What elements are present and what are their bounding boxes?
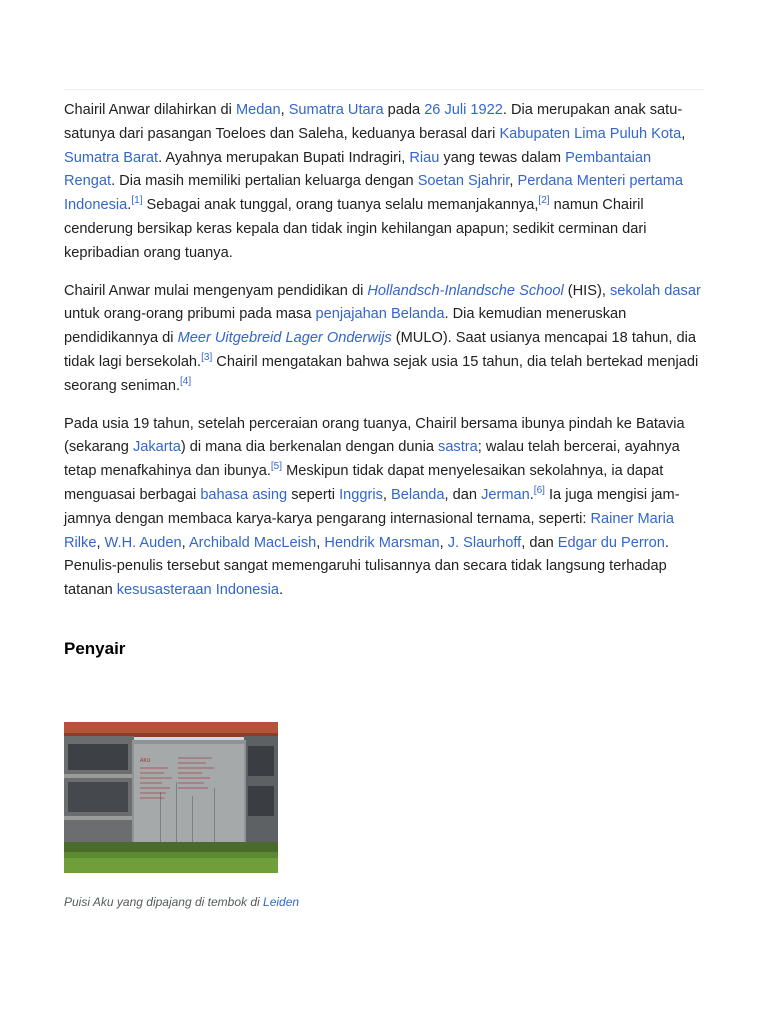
link-kabupaten-lima-puluh-kota[interactable]: Kabupaten Lima Puluh Kota [499, 125, 682, 142]
link-slauerhoff[interactable]: J. Slaurhoff [447, 534, 522, 551]
figure-image-wall-poem[interactable] [64, 722, 278, 873]
text: . [529, 486, 534, 503]
link-leiden[interactable]: Leiden [263, 895, 300, 909]
section-heading-penyair: Penyair [64, 639, 126, 658]
text: , [681, 125, 686, 142]
text: , [280, 102, 289, 118]
link-his[interactable] [367, 283, 563, 299]
link-sumatra-utara[interactable]: Sumatra Utara [288, 102, 384, 118]
text: , dan [444, 486, 482, 503]
wall-poem-photo [64, 722, 278, 873]
text: . [279, 582, 284, 599]
text: namun Chairil cenderung bersikap keras kepala dan tidak ingin kehilangan apapun; sedikit cerminan dari kepribadian orang tuanya. [64, 197, 647, 261]
text: . Dia merupakan anak satu-satunya dari pasangan Toeloes dan Saleha, keduanya berasal dari [64, 102, 683, 142]
text: . Dia masih memiliki pertalian keluarga dengan [111, 173, 418, 190]
link-riau[interactable]: Riau [409, 149, 440, 166]
paragraph-batavia [64, 413, 704, 603]
text: seperti [287, 486, 340, 503]
text: , [96, 534, 105, 551]
reference-link-2[interactable]: [2] [538, 195, 550, 207]
reference-link-1[interactable]: [1] [131, 195, 143, 207]
link-sastra[interactable]: sastra [438, 439, 478, 456]
link-text: Meer Uitgebreid Lager Onderwijs [177, 330, 392, 347]
text: , [316, 534, 325, 551]
link-marsman[interactable]: Hendrik Marsman [324, 534, 440, 551]
reference-link-5[interactable]: [5] [270, 461, 283, 473]
link-text: Hollandsch-Inlandsche School [367, 282, 564, 299]
link-inggris[interactable]: Inggris [339, 486, 383, 503]
link-pembantaian-rengat[interactable]: Pembantaian Rengat [64, 149, 652, 190]
link-auden[interactable]: W.H. Auden [104, 534, 182, 551]
link-kesusasteraan-indonesia[interactable]: kesusasteraan Indonesia [116, 582, 280, 599]
link-perdana-menteri[interactable]: Perdana Menteri pertama Indonesia [64, 173, 683, 214]
wall-poem-title: AKU [140, 758, 151, 764]
link-du-perron[interactable]: Edgar du Perron [557, 534, 665, 551]
paragraph-education [64, 280, 704, 399]
reference-link-6[interactable]: [6] [533, 485, 545, 497]
link-sekolah-dasar[interactable]: sekolah dasar [609, 282, 701, 299]
link-jerman[interactable]: Jerman [481, 486, 530, 503]
paragraph-birth [64, 99, 704, 266]
text: Meskipun tidak dapat menyelesaikan sekolahnya, ia dapat menguasai berbagai [64, 463, 664, 503]
text: , dan [521, 534, 558, 551]
text: . [127, 197, 132, 214]
caption-text: Puisi Aku yang dipajang di tembok di [64, 895, 264, 909]
text: Sebagai anak tunggal, orang tuanya selalu memanjakannya, [142, 197, 539, 214]
text: pada [383, 102, 425, 118]
text: Chairil Anwar mulai mengenyam pendidikan di [64, 282, 368, 299]
text: , [439, 534, 448, 551]
text: , [509, 173, 518, 190]
link-medan[interactable]: Medan [235, 102, 281, 118]
text: . Penulis-penulis tersebut sangat memengaruhi tulisannya dan secara tidak langsung terhadap tatanan [64, 534, 669, 599]
text: yang tewas dalam [439, 149, 566, 166]
link-rilke[interactable]: Rainer Maria Rilke [64, 510, 675, 551]
link-bahasa-asing[interactable]: bahasa asing [200, 486, 288, 503]
text: Chairil Anwar dilahirkan di [64, 102, 236, 118]
text: . Dia kemudian meneruskan pendidikannya di [64, 306, 627, 347]
link-mulo[interactable] [178, 330, 392, 346]
text: Ia juga mengisi jam-jamnya dengan membaca karya-karya pengarang internasional ternama, seperti: [64, 486, 680, 527]
reference-link-3[interactable]: [3] [201, 352, 213, 364]
text: untuk orang-orang pribumi pada masa [64, 306, 316, 323]
text: . Ayahnya merupakan Bupati Indragiri, [158, 149, 410, 166]
link-macleish[interactable]: Archibald MacLeish [188, 534, 317, 551]
link-sumatra-barat[interactable]: Sumatra Barat [64, 149, 159, 166]
link-penjajahan-belanda[interactable]: penjajahan Belanda [315, 306, 445, 323]
link-birth-date[interactable]: 26 Juli 1922 [424, 102, 503, 118]
text: , [181, 534, 189, 551]
figure-caption [64, 895, 299, 909]
text: (MULO). Saat usianya mencapai 18 tahun, dia tidak lagi bersekolah. [64, 330, 696, 370]
text: ; walau telah bercerai, ayahnya tetap menafkahinya dan ibunya. [64, 439, 680, 480]
link-soetan-sjahrir[interactable]: Soetan Sjahrir [417, 173, 510, 190]
top-divider [64, 89, 704, 90]
text: Pada usia 19 tahun, setelah perceraian orang tuanya, Chairil bersama ibunya pindah ke Batavia (sekarang [64, 415, 685, 456]
link-belanda[interactable]: Belanda [390, 486, 445, 503]
text: (HIS), [563, 282, 610, 299]
text: Chairil mengatakan bahwa sejak usia 15 tahun, dia telah bertekad menjadi seorang seniman. [64, 353, 699, 394]
link-jakarta[interactable]: Jakarta [132, 439, 181, 456]
text: ) di mana dia berkenalan dengan dunia [180, 439, 439, 456]
text: , [382, 486, 391, 503]
reference-link-4[interactable]: [4] [180, 375, 192, 387]
article-body [64, 99, 704, 617]
